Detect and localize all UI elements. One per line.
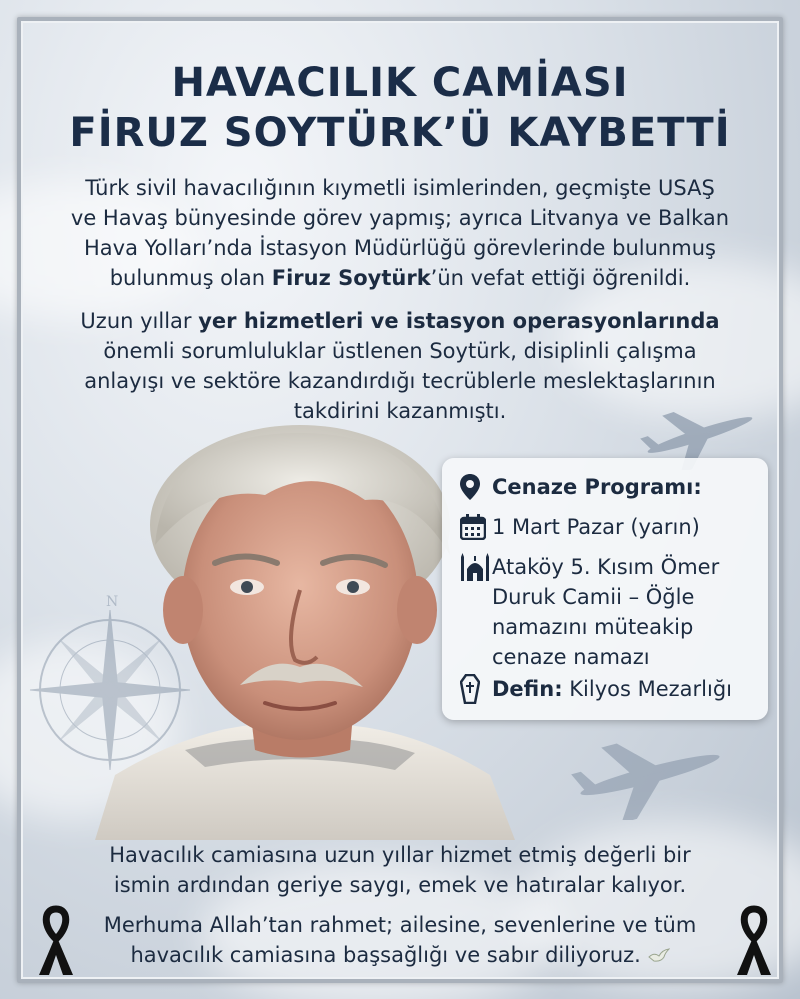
funeral-date-row xyxy=(460,512,752,542)
condolence-text: havacılık camiasına başsağlığı ve sabır diliyoruz. xyxy=(130,943,641,967)
burial-text xyxy=(492,674,752,704)
funeral-location-row xyxy=(460,552,752,672)
burial-place: Kilyos Mezarlığı xyxy=(569,677,733,701)
svg-text:N: N xyxy=(106,594,119,610)
career-line: önemli sorumluluklar üstlenen Soytürk, disiplinli çalışma xyxy=(103,339,697,363)
intro-line: Hava Yolları’nda İstasyon Müdürlüğü görevlerinde bulunmuş xyxy=(84,236,716,260)
closing-line xyxy=(60,940,740,970)
funeral-heading: Cenaze Programı: xyxy=(492,475,702,499)
headline-line-1: HAVACILIK CAMİASI xyxy=(171,60,629,106)
funeral-heading-row xyxy=(460,472,752,502)
mourning-ribbon-icon xyxy=(35,905,77,977)
intro-paragraph xyxy=(60,173,740,293)
funeral-info-card xyxy=(442,458,768,720)
burial-label: Defin: xyxy=(492,677,563,701)
map-pin-icon xyxy=(460,472,492,502)
closing-line: Havacılık camiasına uzun yıllar hizmet etmiş değerli bir xyxy=(109,843,691,867)
funeral-location: Ataköy 5. Kısım Ömer Duruk Camii – Öğle namazını müteakip cenaze namazı xyxy=(492,555,720,669)
intro-text: bulunmuş olan xyxy=(109,266,272,290)
calendar-icon xyxy=(460,512,492,542)
dove-icon xyxy=(648,948,670,964)
closing-line: ismin ardından geriye saygı, emek ve hatıralar kalıyor. xyxy=(113,873,687,897)
headline-line-2: FİRUZ SOYTÜRK’Ü KAYBETTİ xyxy=(69,110,731,156)
mourning-ribbon-icon xyxy=(733,905,775,977)
closing-line: Merhuma Allah’tan rahmet; ailesine, sevenlerine ve tüm xyxy=(103,913,697,937)
closing-paragraph-2 xyxy=(60,910,740,970)
intro-line: ve Havaş bünyesinde görev yapmış; ayrıca Litvanya ve Balkan xyxy=(70,206,730,230)
mosque-icon xyxy=(460,552,492,582)
funeral-date: 1 Mart Pazar (yarın) xyxy=(492,515,700,539)
intro-text: ’ün vefat ettiği öğrenildi. xyxy=(430,266,691,290)
deceased-name: Firuz Soytürk xyxy=(271,266,431,290)
intro-line xyxy=(60,263,740,293)
closing-paragraph-1 xyxy=(60,840,740,900)
career-line: anlayışı ve sektöre kazandırdığı tecrüblerle meslektaşlarının xyxy=(84,369,716,393)
coffin-icon xyxy=(460,674,492,704)
career-highlight: yer hizmetleri ve istasyon operasyonlarında xyxy=(198,309,720,333)
career-line: takdirini kazanmıştı. xyxy=(293,399,507,423)
intro-line: Türk sivil havacılığının kıymetli isimlerinden, geçmişte USAŞ xyxy=(85,176,715,200)
airplane-icon xyxy=(570,730,730,820)
career-text: Uzun yıllar xyxy=(80,309,199,333)
career-line xyxy=(60,306,740,336)
burial-row xyxy=(460,674,752,704)
